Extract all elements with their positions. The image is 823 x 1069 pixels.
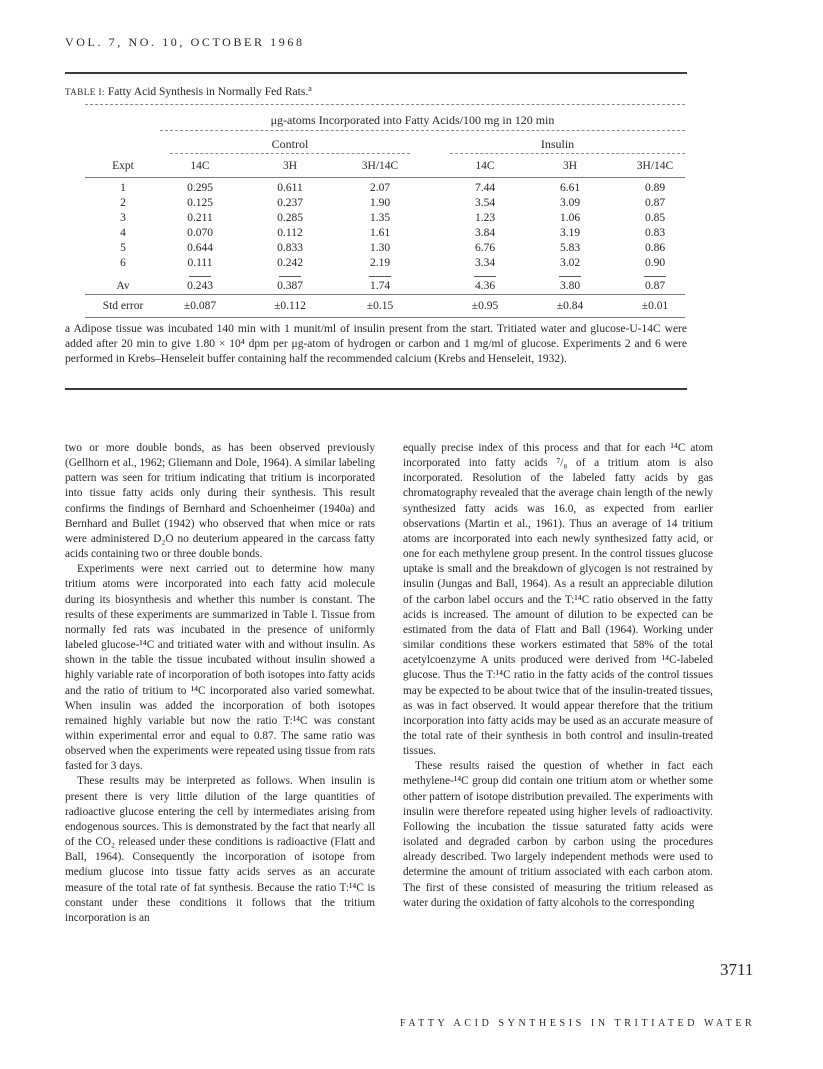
table-cell: 1.61 — [369, 227, 391, 239]
col-insulin-h3: 3H — [562, 160, 578, 172]
table-footnote: a Adipose tissue was incubated 140 min with 1 munit/ml of insulin present from the start. Tritiated water and glucose-U-14C were added after 20 min to give 1.80 × 10⁴ dpm per μg-atom of hydrogen or carbon and 1 mg/ml of glucose. Experiments 2 and 6 were performed in Krebs–Henseleit buffer containing half the recommended calcium (Krebs and Henseleit, 1932). — [65, 323, 687, 366]
table-cell: 3.54 — [474, 197, 496, 209]
table-cell: 0.237 — [277, 197, 303, 209]
table-cell: 0.112 — [277, 227, 303, 239]
table-cell: ±0.15 — [366, 300, 394, 312]
row-label: 1 — [120, 182, 126, 194]
table-caption-label: TABLE I: — [65, 87, 106, 97]
table-cell: 4.36 — [474, 280, 496, 292]
col-insulin-c14: 14C — [475, 160, 495, 172]
body-paragraph: two or more double bonds, as has been observed previously (Gellhorn et al., 1962; Gliemann and Dole, 1964). A similar labeling pattern was seen for tritium indicating that tritium is incorporated into tissue fatty acids only during their synthesis. This result confirms the findings of Bernhard and Schoenheimer (1940a) and Bernhard and Bullet (1942) who observed that when mice or rats were administered D₂O no deuterium appeared in the carcass fatty acids containing two or three double bonds. — [65, 442, 375, 561]
sum-rule — [474, 276, 496, 277]
table-caption — [65, 84, 312, 98]
col-insulin-ratio: 3H/14C — [636, 160, 674, 172]
span-rule — [160, 130, 685, 131]
table-cell: 0.85 — [644, 212, 666, 224]
table-cell: 0.83 — [644, 227, 666, 239]
group-control: Control — [271, 137, 309, 151]
body-column-right — [403, 441, 713, 911]
table-cell: 0.295 — [187, 182, 213, 194]
table-bottom-rule — [85, 317, 685, 318]
table-cell: 5.83 — [559, 242, 581, 254]
table-cell: 1.30 — [369, 242, 391, 254]
table-cell: 3.84 — [474, 227, 496, 239]
table-cell: 7.44 — [474, 182, 496, 194]
row-label: 6 — [120, 257, 126, 269]
table-cell: 0.111 — [187, 257, 213, 269]
row-label: 4 — [120, 227, 126, 239]
table-cell: 0.387 — [277, 280, 303, 292]
sum-rule — [189, 276, 211, 277]
sum-rule — [644, 276, 666, 277]
table-cell: ±0.84 — [556, 300, 584, 312]
insulin-rule — [450, 153, 685, 154]
table-cell: 0.243 — [187, 280, 213, 292]
col-expt: Expt — [112, 160, 134, 172]
table-span-title: μg-atoms Incorporated into Fatty Acids/100 mg in 120 min — [270, 113, 555, 127]
table-cell: 3.19 — [559, 227, 581, 239]
row-label: 2 — [120, 197, 126, 209]
table-cell: 1.90 — [369, 197, 391, 209]
table-cell: 0.211 — [187, 212, 213, 224]
control-rule — [170, 153, 410, 154]
table-cell: 3.09 — [559, 197, 581, 209]
body-column-left — [65, 441, 375, 926]
body-paragraph: These results may be interpreted as follows. When insulin is present there is very little dilution of the large quantities of radioactive glucose entering the cell by intermediates arising from endogenous sources. This is demonstrated by the fact that nearly all of the CO₂ released under these conditions is radioactive (Flatt and Ball, 1964). Consequently the incorporation of isotope from medium glucose into tissue fatty acids serves as an accurate measure of the total rate of fat synthesis. Because the ratio T:¹⁴C is constant under these conditions it follows that the tritium incorporation is an — [65, 775, 375, 924]
table-cell: 3.02 — [559, 257, 581, 269]
table-caption-text: Fatty Acid Synthesis in Normally Fed Rats. — [105, 86, 309, 98]
table-cell: 3.34 — [474, 257, 496, 269]
av-bottom-rule — [85, 294, 685, 295]
table-cell: 0.242 — [277, 257, 303, 269]
table-cell: 6.61 — [559, 182, 581, 194]
col-control-h3: 3H — [282, 160, 298, 172]
header-bottom-rule — [85, 177, 685, 178]
table-cell: 0.611 — [277, 182, 303, 194]
table-cell: ±0.087 — [183, 300, 217, 312]
table-cell: 1.35 — [369, 212, 391, 224]
table-cell: 6.76 — [474, 242, 496, 254]
table-cell: 0.833 — [277, 242, 303, 254]
table-cell: 2.19 — [369, 257, 391, 269]
table-cell: 0.86 — [644, 242, 666, 254]
table-cell: ±0.01 — [641, 300, 669, 312]
body-paragraph: These results raised the question of whether in fact each methylene-¹⁴C group did contain one tritium atom or whether some other pattern of isotope distribution prevailed. The experiments with insulin were therefore repeated using higher levels of radioactivity. Following the incubation the tissue saturated fatty acids were isolated and degraded carbon by carbon using the procedures already described. Two largely independent methods were used to determine the amount of tritium associated with each carbon atom. The first of these consisted of measuring the tritium released as water during the oxidation of fatty alcohols to the corresponding — [403, 760, 713, 909]
col-control-ratio: 3H/14C — [361, 160, 399, 172]
running-footer: FATTY ACID SYNTHESIS IN TRITIATED WATER — [400, 1018, 756, 1029]
row-label: 5 — [120, 242, 126, 254]
sum-rule — [369, 276, 391, 277]
table-cell: 0.89 — [644, 182, 666, 194]
group-insulin: Insulin — [540, 137, 575, 151]
table-cell: 0.125 — [187, 197, 213, 209]
sum-rule — [279, 276, 301, 277]
table-cell: 3.80 — [559, 280, 581, 292]
body-paragraph: equally precise index of this process and that for each ¹⁴C atom incorporated into fatty acids ⁷/₈ of a tritium atom is also incorporated. Resolution of the labeled fatty acids by gas chromatography revealed that the average chain length of the newly synthesized fatty acids was 16.0, as expected from earlier observations (Martin et al., 1961). Thus an average of 14 tritium atoms are incorporated into each newly synthesized fatty acid, or one for each methylene group present. In the control tissues glucose uptake is small and the breakdown of glycogen is not restrained by insulin (Jungas and Ball, 1964). As a result an appreciable dilution of the carbon label occurs and the T:¹⁴C ratio observed in the fatty acids is increased. The amount of dilution to be expected can be estimated from the data of Flatt and Ball (1964). Working under similar conditions these workers estimated that 58% of the total acetylcoenzyme A units produced were derived from ¹⁴C-labeled glucose. Thus the T:¹⁴C ratio in the fatty acids of the control tissues may be expected to be about twice that of the insulin-treated tissues, as was in fact observed. It would appear therefore that the tritium incorporation into fatty acids may be used as an accurate measure of the total rate of their synthesis in both control and insulin-treated tissues. — [403, 442, 713, 758]
page-number: 3711 — [720, 960, 754, 979]
table-cell: 2.07 — [369, 182, 391, 194]
col-control-c14: 14C — [190, 160, 210, 172]
table-cell: 0.644 — [187, 242, 213, 254]
table-cell: 1.74 — [369, 280, 391, 292]
body-paragraph: Experiments were next carried out to determine how many tritium atoms were incorporated into each fatty acid molecule during its biosynthesis and whether this number is constant. The results of these experiments are summarized in Table I. Tissue from normally fed rats was incubated in the presence of uniformly labeled glucose-¹⁴C and tritiated water with and without insulin. As shown in the table the tissue incubated without insulin showed a highly variable rate of incorporation of both isotopes into fatty acids and the ratio of tritium to ¹⁴C incorporated also varied somewhat. When insulin was added the incorporation of both isotopes remained highly variable but now the ratio T:¹⁴C was constant within experimental error and equal to 0.87. The same ratio was observed when the experiments were repeated using tissue from rats fasted for 3 days. — [65, 563, 375, 773]
table-end-rule — [65, 388, 687, 390]
table-cell: 0.87 — [644, 197, 666, 209]
table-cell: 1.23 — [474, 212, 496, 224]
sum-rule — [559, 276, 581, 277]
row-label: Av — [116, 280, 130, 292]
row-label: Std error — [102, 300, 144, 312]
table-cell: 0.285 — [277, 212, 303, 224]
row-label: 3 — [120, 212, 126, 224]
table-cell: 1.06 — [559, 212, 581, 224]
table-top-rule — [65, 72, 687, 74]
running-header: VOL. 7, NO. 10, OCTOBER 1968 — [65, 35, 305, 49]
table-caption-mark: a — [308, 84, 312, 93]
table-cell: ±0.112 — [274, 300, 306, 312]
table-head-rule — [85, 104, 685, 105]
table-cell: 0.87 — [644, 280, 666, 292]
table-cell: ±0.95 — [471, 300, 499, 312]
table-cell: 0.070 — [187, 227, 213, 239]
table-cell: 0.90 — [644, 257, 666, 269]
